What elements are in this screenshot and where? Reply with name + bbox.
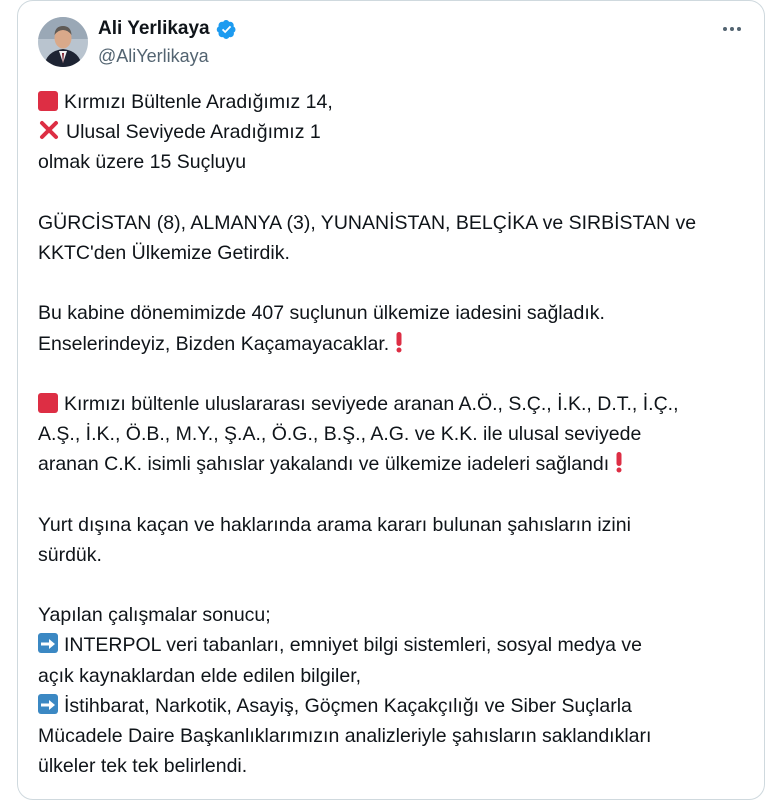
more-options-icon[interactable] xyxy=(718,19,746,39)
tweet-line-text: İstihbarat, Narkotik, Asayiş, Göçmen Kaçakçılığı ve Siber Suçlarla xyxy=(64,694,632,717)
tweet-line xyxy=(38,600,750,630)
tweet-line-text: aranan C.K. isimli şahıslar yakalandı ve ülkemize iadeleri sağlandı xyxy=(38,453,610,476)
tweet-line xyxy=(38,751,750,781)
author-handle[interactable]: @AliYerlikaya xyxy=(98,46,209,66)
tweet-line-text: A.Ş., İ.K., Ö.B., M.Y., Ş.A., Ö.G., B.Ş., A.G. ve K.K. ile ulusal seviyede xyxy=(38,423,642,446)
tweet-line-text: olmak üzere 15 Suçluyu xyxy=(38,151,247,174)
tweet-line xyxy=(38,208,750,238)
tweet-line-text: açık kaynaklardan elde edilen bilgiler, xyxy=(38,664,362,687)
tweet-line-text: Bu kabine dönemimizde 407 suçlunun ülkemize iadesini sağladık. xyxy=(38,302,605,325)
tweet-line xyxy=(38,117,750,147)
tweet-line-text: Yapılan çalışmalar sonucu; xyxy=(38,604,271,627)
tweet-line xyxy=(38,389,750,419)
tweet-line xyxy=(38,691,750,721)
tweet-line xyxy=(38,630,750,660)
tweet-line xyxy=(38,87,750,117)
tweet-line-text: Yurt dışına kaçan ve haklarında arama kararı bulunan şahısların izini xyxy=(38,513,631,536)
tweet-line xyxy=(38,419,750,449)
cross-mark-icon xyxy=(38,119,60,141)
red-exclamation-icon xyxy=(395,331,403,353)
red-exclamation-icon xyxy=(615,451,623,473)
tweet-line xyxy=(38,329,750,359)
tweet-card[interactable] xyxy=(17,0,765,800)
author-name-row xyxy=(98,17,237,41)
tweet-line xyxy=(38,510,750,540)
tweet-line xyxy=(38,147,750,177)
tweet-line-text: Mücadele Daire Başkanlıklarımızın analizleriyle şahısların saklandıkları xyxy=(38,724,652,747)
tweet-line-text: INTERPOL veri tabanları, emniyet bilgi sistemleri, sosyal medya ve xyxy=(64,634,642,657)
right-arrow-icon xyxy=(38,633,58,653)
tweet-line xyxy=(38,449,750,479)
verified-badge-icon xyxy=(216,19,237,40)
red-square-icon xyxy=(38,91,58,111)
tweet-line xyxy=(38,238,750,268)
right-arrow-icon xyxy=(38,694,58,714)
red-square-icon xyxy=(38,393,58,413)
tweet-line-text: Kırmızı Bültenle Aradığımız 14, xyxy=(64,91,333,113)
avatar-image xyxy=(38,17,88,67)
tweet-line-text: Enselerindeyiz, Bizden Kaçamayacaklar. xyxy=(38,332,390,355)
tweet-line-text: ülkeler tek tek belirlendi. xyxy=(38,755,248,778)
tweet-line-text: GÜRCİSTAN (8), ALMANYA (3), YUNANİSTAN, BELÇİKA ve SIRBİSTAN ve xyxy=(38,211,697,234)
tweet-line-text: KKTC'den Ülkemize Getirdik. xyxy=(38,241,290,264)
tweet-line xyxy=(38,540,750,570)
tweet-line-text: Ulusal Seviyede Aradığımız 1 xyxy=(66,121,321,144)
tweet-line xyxy=(38,661,750,691)
avatar[interactable] xyxy=(38,17,88,67)
tweet-line xyxy=(38,298,750,328)
tweet-line-text: sürdük. xyxy=(38,543,102,566)
tweet-line xyxy=(38,721,750,751)
author-name[interactable]: Ali Yerlikaya xyxy=(98,18,210,39)
tweet-line-text: Kırmızı bültenle uluslararası seviyede aranan A.Ö., S.Ç., İ.K., D.T., İ.Ç., xyxy=(64,392,679,415)
tweet-text xyxy=(38,87,750,781)
